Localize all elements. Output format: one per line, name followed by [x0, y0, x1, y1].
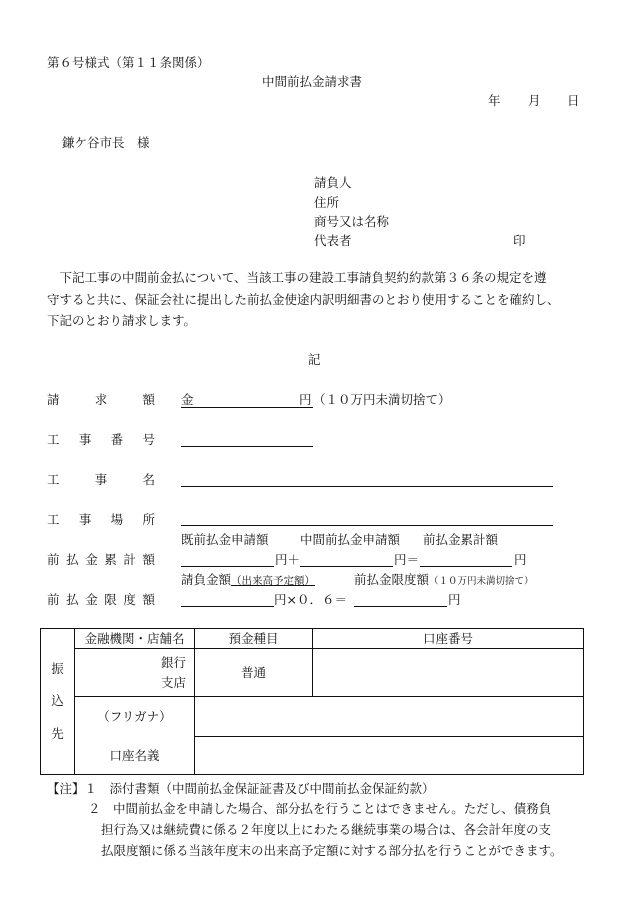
addressee: 鎌ケ谷市長 様 [62, 135, 150, 150]
limit-amount-field[interactable] [354, 606, 447, 607]
body-line-2: 守すると共に、保証会社に提出した前払金使途内訳明細書のとおり使用することを確約し、 [47, 292, 560, 307]
bank-transfer-table [40, 628, 584, 775]
form-number: 第６号様式（第１１条関係） [47, 55, 210, 70]
notes-head: 【注】１ 添付書類（中間前払金保証証書及び中間前払金保証約款） [47, 781, 435, 796]
col-deposit-type: 預金種目 [195, 629, 313, 649]
cumulative-yen: 円 [514, 552, 527, 567]
existing-advance-field[interactable] [181, 566, 274, 567]
claim-prefix: 金 [181, 392, 194, 407]
account-number-cell[interactable] [313, 649, 584, 697]
cumulative-label: 前 払 金 累 計 額 [47, 552, 155, 567]
page-title: 中間前払金請求書 [262, 74, 363, 89]
note-2-line-2: 担行為又は継続費に係る２年度以上にわたる継続事業の場合は、各会計年度の支 [101, 822, 552, 837]
note-2-line-3: 払限度額に係る当該年度末の出来高予定額に対する部分払を行うことができます。 [101, 843, 563, 858]
seal-mark: 印 [513, 233, 526, 248]
work-place-label: 工 事 場 所 [47, 512, 155, 527]
date-day: 日 [567, 93, 580, 108]
work-name-label: 工 事 名 [47, 472, 155, 487]
bank-branch-cell[interactable]: 銀行 支店 [75, 649, 195, 697]
applicant-address: 住所 [314, 195, 340, 210]
work-name-field[interactable] [181, 486, 553, 487]
cumulative-yen-eq: 円＝ [394, 552, 420, 567]
col-institution: 金融機関・店舗名 [75, 629, 195, 649]
limit-yen-times: 円×０．６＝ [274, 592, 347, 607]
applicant-role: 請負人 [314, 175, 352, 190]
note-2-line-1: ２ 中間前払金を申請した場合、部分払を行うことはできません。ただし、債務負 [88, 801, 552, 816]
limit-head-2: 前払金限度額（１０万円未満切捨て） [354, 572, 534, 587]
ki-mark: 記 [308, 352, 321, 367]
work-number-label: 工 事 番 号 [47, 432, 155, 447]
claim-amount-label: 請 求 額 [47, 392, 155, 407]
cumulative-head-2: 中間前払金申請額 [300, 532, 401, 547]
work-place-field[interactable] [181, 525, 553, 526]
limit-label: 前 払 金 限 度 額 [47, 592, 155, 607]
account-name-label: 口座名義 [75, 737, 195, 775]
cumulative-total-field[interactable] [420, 566, 512, 567]
limit-yen: 円 [448, 592, 461, 607]
limit-head-1: 請負金額（出来高予定額） [181, 572, 316, 587]
claim-suffix: 円 [299, 392, 312, 407]
furigana-label: （フリガナ） [75, 697, 195, 737]
cumulative-head-3: 前払金累計額 [423, 532, 499, 547]
furigana-field[interactable] [195, 697, 584, 737]
applicant-representative: 代表者 [314, 233, 352, 248]
interim-advance-field[interactable] [300, 566, 393, 567]
work-number-field[interactable] [181, 446, 313, 447]
claim-amount-field[interactable] [181, 407, 313, 408]
transfer-side-label: 振 込 先 [41, 629, 75, 775]
body-line-3: 下記のとおり請求します。 [47, 313, 197, 328]
date-year: 年 [488, 93, 501, 108]
contract-amount-field[interactable] [181, 606, 274, 607]
cumulative-head-1: 既前払金申請額 [181, 532, 269, 547]
account-name-field[interactable] [195, 737, 584, 775]
deposit-type-cell[interactable]: 普通 [195, 649, 313, 697]
body-line-1: 下記工事の中間前金払について、当該工事の建設工事請負契約約款第３６条の規定を遵 [47, 270, 547, 285]
date-month: 月 [528, 93, 541, 108]
col-account-number: 口座番号 [313, 629, 584, 649]
applicant-company: 商号又は名称 [314, 214, 390, 229]
cumulative-yen-plus: 円＋ [275, 552, 301, 567]
claim-note: （１０万円未満切捨て） [313, 392, 451, 407]
